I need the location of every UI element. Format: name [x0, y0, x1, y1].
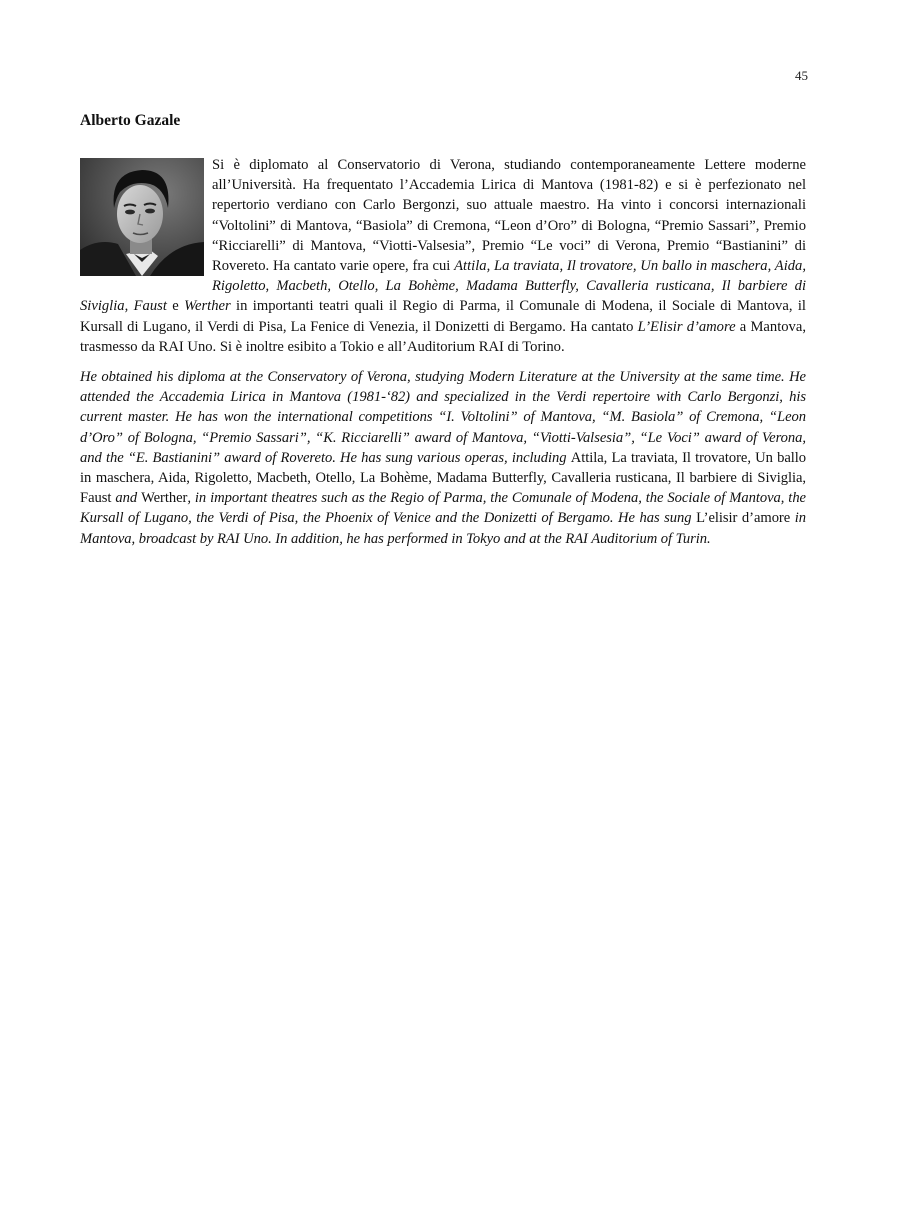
artist-portrait-photo	[80, 158, 204, 276]
bio-it-opera-title: Werther	[184, 298, 231, 315]
bio-en-opera-titles: Attila, La traviata, Il trovatore, Un ballo in maschera, Aida, Rigoletto, Macbeth, Otello, La Bohème, Madama Butterfly, Cavalleria rusticana, Il barbiere di Siviglia, Faust	[80, 449, 807, 507]
bio-it-segment: Si è diplomato al Conservatorio di Verona, studiando contemporaneamente Lettere moderne all’Università. Ha frequentato l’Accademia Lirica di Mantova (1981-82) e si è perfezionato nel repertorio verdiano con Carlo Bergonzi, suo attuale maestro. Ha vinto i concorsi internazionali “Voltolini” di Mantova, “Basiola” di Cremona, “Leon d’Oro” di Bologna, “Premio Sassari”, Premio “Ricciarelli” di Mantova, “Viotti-Valsesia”, Premio “Le voci” di Verona, Premio “Bastianini” di Rovereto. Ha cantato varie opere, fra cui	[212, 157, 806, 275]
page-number: 45	[795, 68, 808, 83]
portrait-image	[80, 158, 204, 276]
bio-en-segment: He obtained his diploma at the Conservatory of Verona, studying Modern Literature at the University at the same time. He attended the Accademia Lirica in Mantova (1981-‘82) and specialized in the Verdi repertoire with Carlo Bergonzi, his current master. He has won the international competitions “I. Voltolini” of Mantova, “M. Basiola” of Cremona, “Leon d’Oro” of Bologna, “Premio Sassari”, “K. Ricciarelli” award of Mantova, “Viotti-Valsesia”, “Le Voci” award of Verona, and the “E. Bastianini” award of Rovereto. He has sung various operas, including	[80, 369, 806, 466]
bio-en-segment: , in important theatres such as the Regio of Parma, the Comunale of Modena, the Sociale of Mantova, the Kursall of Lugano, the Verdi of Pisa, the Phoenix of Venice and the Donizetti of Bergamo. He has sung	[80, 490, 806, 527]
bio-it-opera-titles: Attila, La traviata, Il trovatore, Un ballo in maschera, Aida, Rigoletto, Macbeth, Otello, La Bohème, Madama Butterfly, Cavalleria rusticana, Il barbiere di Siviglia, Faust	[80, 258, 806, 315]
bio-it-segment: in importanti teatri quali il Regio di Parma, il Comunale di Modena, il Sociale di Mantova, il Kursall di Lugano, il Verdi di Pisa, La Fenice di Venezia, il Donizetti di Bergamo. Ha cantato	[80, 298, 806, 335]
biography-english	[80, 367, 806, 549]
bio-it-segment: a Mantova, trasmesso da RAI Uno. Si è inoltre esibito a Tokio e all’Auditorium RAI di Torino.	[80, 318, 806, 355]
bio-en-segment: and	[111, 490, 142, 507]
bio-en-opera-title: L’elisir d’amore	[696, 510, 791, 527]
bio-en-opera-title: Werther	[141, 490, 188, 507]
bio-it-opera-title: L’Elisir d’amore	[637, 318, 736, 335]
biography	[80, 155, 806, 549]
bio-it-segment: e	[166, 298, 185, 315]
bio-en-segment: in Mantova, broadcast by RAI Uno. In addition, he has performed in Tokyo and at the RAI Auditorium of Turin.	[80, 510, 807, 547]
artist-name: Alberto Gazale	[80, 112, 181, 129]
